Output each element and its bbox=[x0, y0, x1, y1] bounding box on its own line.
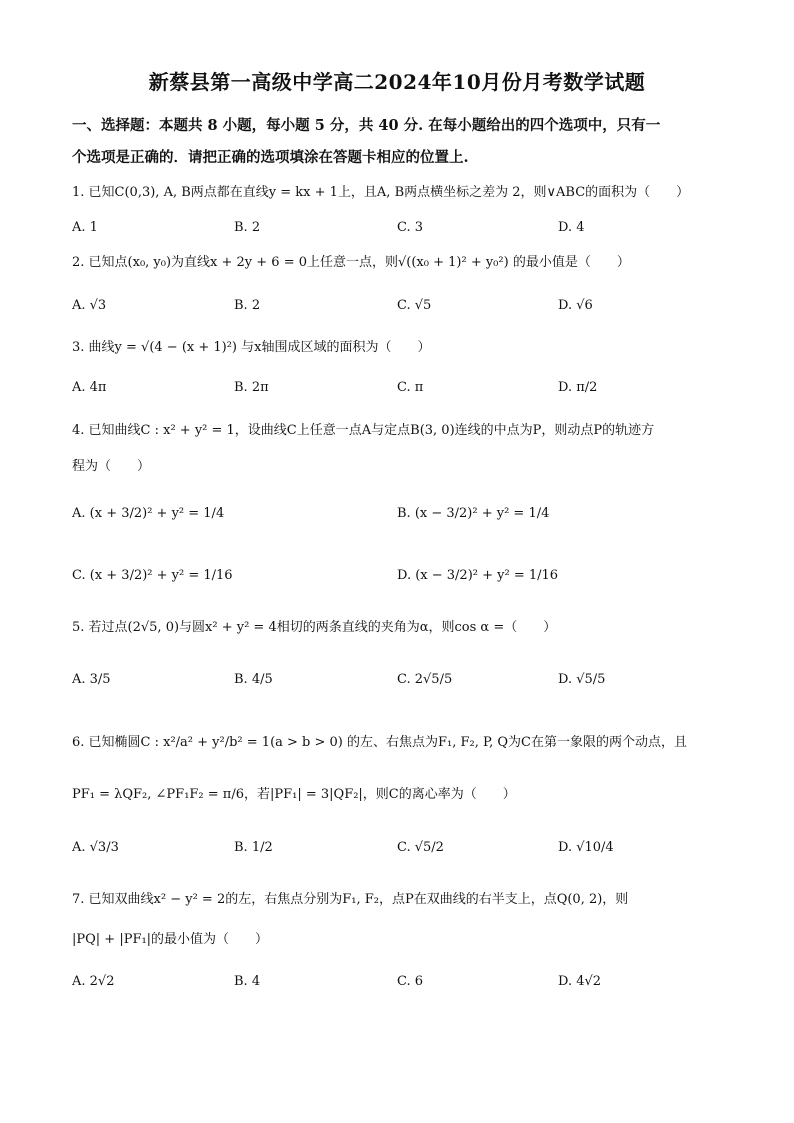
question-3-option-a: A. 4π bbox=[72, 380, 107, 395]
question-2-option-c: C. √5 bbox=[397, 298, 432, 313]
section-instructions-line2: 个选项是正确的．请把正确的选项填涂在答题卡相应的位置上. bbox=[72, 149, 469, 166]
question-5-option-b: B. 4/5 bbox=[234, 672, 273, 687]
question-4-stem-line1: 4. 已知曲线C : x² + y² = 1，设曲线C上任意一点A与定点B(3, 0)连线的中点为P，则动点P的轨迹方 bbox=[72, 423, 655, 438]
question-6-option-b: B. 1/2 bbox=[234, 840, 273, 855]
question-6-option-a: A. √3/3 bbox=[72, 840, 119, 855]
question-6-option-d: D. √10/4 bbox=[558, 840, 614, 855]
question-2-option-b: B. 2 bbox=[234, 298, 261, 313]
question-3-stem: 3. 曲线y = √(4 − (x + 1)²) 与x轴围成区域的面积为（ ） bbox=[72, 340, 431, 355]
question-1-stem: 1. 已知C(0,3), A, B两点都在直线y = kx + 1上，且A, B两点横坐标之差为 2，则∨ABC的面积为（ ） bbox=[72, 185, 690, 200]
question-7-stem-line1: 7. 已知双曲线x² − y² = 2的左，右焦点分别为F₁, F₂，点P在双曲线的右半支上，点Q(0, 2)，则 bbox=[72, 892, 629, 907]
question-7-option-c: C. 6 bbox=[397, 974, 424, 989]
question-6-stem-line1: 6. 已知椭圆C : x²/a² + y²/b² = 1(a > b > 0) 的左、右焦点为F₁, F₂, P, Q为C在第一象限的两个动点，且 bbox=[72, 735, 687, 750]
question-1-option-a: A. 1 bbox=[72, 220, 98, 235]
question-4-option-d: D. (x − 3/2)² + y² = 1/16 bbox=[397, 568, 559, 583]
question-7-option-d: D. 4√2 bbox=[558, 974, 602, 989]
question-1-option-d: D. 4 bbox=[558, 220, 585, 235]
question-1-option-b: B. 2 bbox=[234, 220, 261, 235]
question-7-option-b: B. 4 bbox=[234, 974, 261, 989]
question-2-stem: 2. 已知点(x₀, y₀)为直线x + 2y + 6 = 0上任意一点，则√((x₀ + 1)² + y₀²) 的最小值是（ ） bbox=[72, 255, 630, 270]
question-5-option-c: C. 2√5/5 bbox=[397, 672, 453, 687]
question-2-option-d: D. √6 bbox=[558, 298, 593, 313]
question-4-option-a: A. (x + 3/2)² + y² = 1/4 bbox=[72, 506, 225, 521]
question-4-stem-line2: 程为（ ） bbox=[72, 459, 151, 474]
question-2-option-a: A. √3 bbox=[72, 298, 107, 313]
question-4-option-b: B. (x − 3/2)² + y² = 1/4 bbox=[397, 506, 550, 521]
question-7-stem-line2: |PQ| + |PF₁|的最小值为（ ） bbox=[72, 932, 269, 947]
page-title: 新蔡县第一高级中学高二2024年10月份月考数学试题 bbox=[148, 70, 646, 94]
section-instructions-line1: 一、选择题：本题共 8 小题，每小题 5 分，共 40 分. 在每小题给出的四个选项中，只有一 bbox=[72, 117, 661, 134]
question-6-stem-line2: PF₁ = λQF₂, ∠PF₁F₂ = π/6，若|PF₁| = 3|QF₂|，则C的离心率为（ ） bbox=[72, 787, 516, 802]
question-3-option-d: D. π/2 bbox=[558, 380, 598, 395]
question-5-option-d: D. √5/5 bbox=[558, 672, 606, 687]
question-6-option-c: C. √5/2 bbox=[397, 840, 444, 855]
question-5-option-a: A. 3/5 bbox=[72, 672, 111, 687]
question-4-option-c: C. (x + 3/2)² + y² = 1/16 bbox=[72, 568, 233, 583]
question-7-option-a: A. 2√2 bbox=[72, 974, 115, 989]
question-3-option-b: B. 2π bbox=[234, 380, 269, 395]
question-3-option-c: C. π bbox=[397, 380, 424, 395]
question-5-stem: 5. 若过点(2√5, 0)与圆x² + y² = 4相切的两条直线的夹角为α，则cos α =（ ） bbox=[72, 620, 557, 635]
question-1-option-c: C. 3 bbox=[397, 220, 424, 235]
